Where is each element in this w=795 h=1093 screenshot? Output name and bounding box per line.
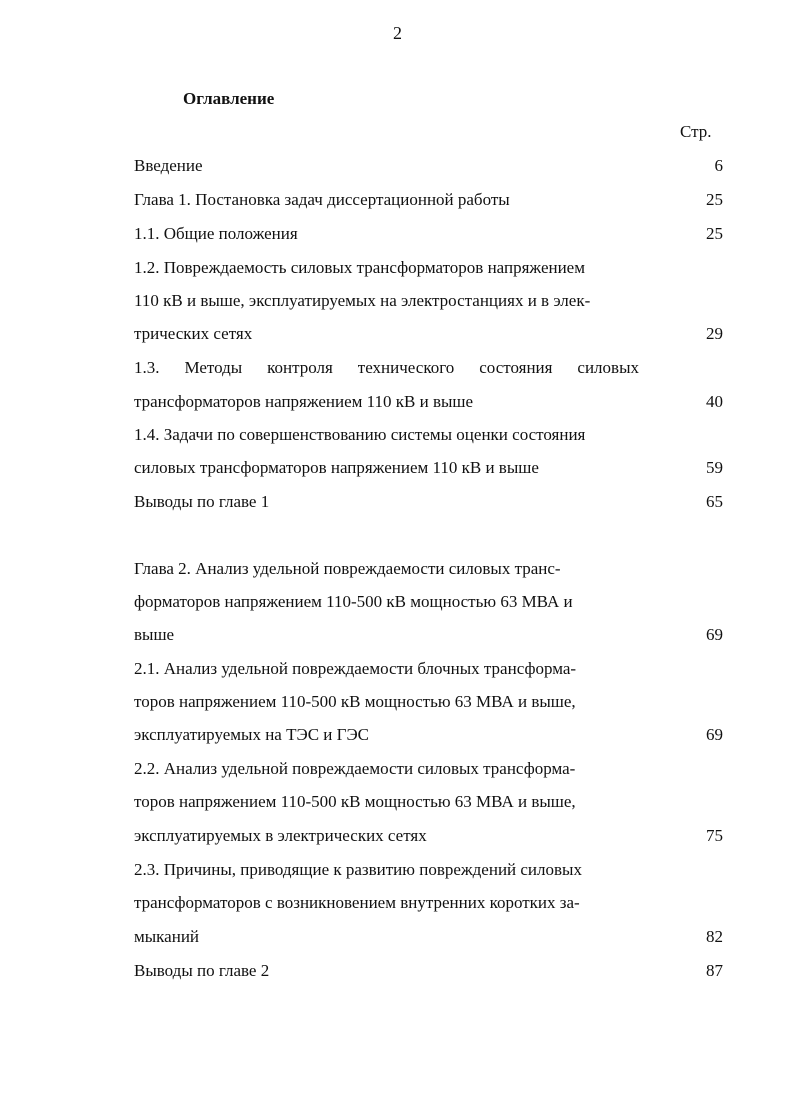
toc-page-conclusions-2: 87 [706, 961, 723, 980]
toc-line-chapter-2-b: форматоров напряжением 110-500 кВ мощностью 63 МВА и [134, 592, 573, 611]
toc-page-chapter-1: 25 [706, 190, 723, 209]
toc-line-2-2-b: торов напряжением 110-500 кВ мощностью 63 МВА и выше, [134, 792, 576, 811]
page-number: 2 [393, 23, 402, 43]
toc-heading: Оглавление [183, 89, 275, 108]
toc-page-conclusions-1: 65 [706, 492, 723, 511]
toc-line-2-1-b: торов напряжением 110-500 кВ мощностью 63 МВА и выше, [134, 692, 576, 711]
toc-line-intro: Введение [134, 156, 203, 175]
toc-line-2-1-c: эксплуатируемых на ТЭС и ГЭС [134, 725, 370, 744]
toc-line-conclusions-1: Выводы по главе 1 [134, 492, 270, 511]
toc-line-1-2-b: 110 кВ и выше, эксплуатируемых на электростанциях и в элек- [134, 291, 591, 310]
toc-page-1-4: 59 [706, 458, 723, 477]
toc-page-1-3: 40 [706, 392, 723, 411]
toc-line-1-2-c: трических сетях [134, 324, 253, 343]
toc-line-conclusions-2: Выводы по главе 2 [134, 961, 270, 980]
toc-line-1-4-b: силовых трансформаторов напряжением 110 кВ и выше [134, 458, 539, 477]
toc-line-1-3-b: трансформаторов напряжением 110 кВ и выше [134, 392, 474, 411]
toc-line-2-3-a: 2.3. Причины, приводящие к развитию повреждений силовых [134, 860, 582, 879]
toc-line-1-2-a: 1.2. Повреждаемость силовых трансформаторов напряжением [134, 258, 585, 277]
toc-line-2-1-a: 2.1. Анализ удельной повреждаемости блочных трансформа- [134, 659, 577, 678]
toc-page-2-1: 69 [706, 725, 723, 744]
toc-page-1-1: 25 [706, 224, 723, 243]
toc-line-2-3-c: мыканий [134, 927, 200, 946]
toc-line-1-4-a: 1.4. Задачи по совершенствованию системы оценки состояния [134, 425, 586, 444]
toc-line-chapter-2-c: выше [134, 625, 175, 644]
toc-line-chapter-2-a: Глава 2. Анализ удельной повреждаемости силовых транс- [134, 559, 561, 578]
toc-line-1-3-a: 1.3. Методы контроля технического состояния силовых [134, 358, 639, 377]
toc-line-2-2-c: эксплуатируемых в электрических сетях [134, 826, 427, 845]
toc-line-2-2-a: 2.2. Анализ удельной повреждаемости силовых трансформа- [134, 759, 576, 778]
page-column-label: Стр. [680, 122, 712, 141]
toc-page-intro: 6 [714, 156, 723, 175]
toc-page-chapter-2: 69 [706, 625, 723, 644]
toc-line-2-3-b: трансформаторов с возникновением внутренних коротких за- [134, 893, 580, 912]
toc-page-2-3: 82 [706, 927, 723, 946]
toc-line-1-1: 1.1. Общие положения [134, 224, 298, 243]
toc-page-2-2: 75 [706, 826, 723, 845]
toc-line-chapter-1: Глава 1. Постановка задач диссертационной работы [134, 190, 510, 209]
toc-page-1-2: 29 [706, 324, 723, 343]
